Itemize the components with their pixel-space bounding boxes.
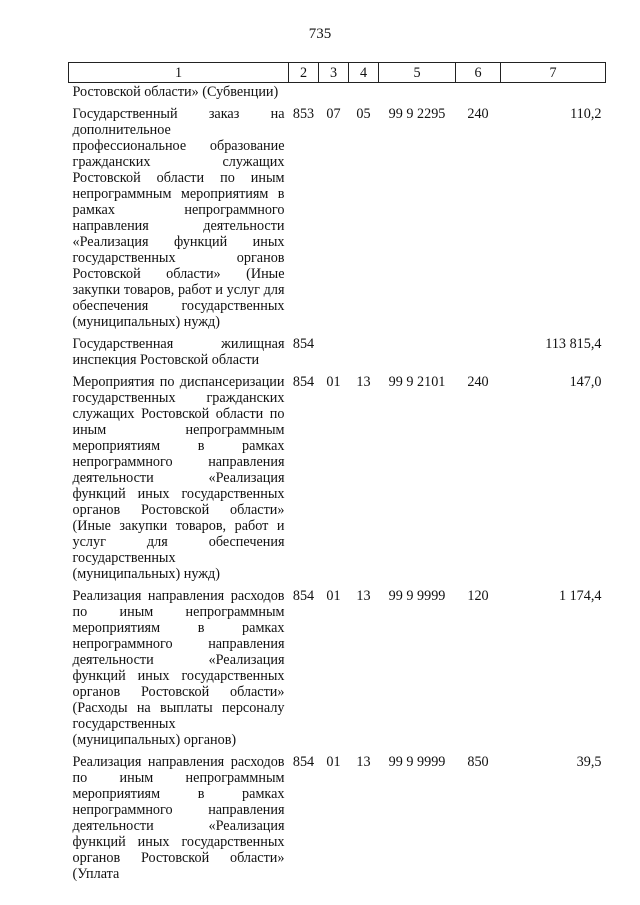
table-row — [69, 754, 606, 888]
row-description: Государственная жилищная инспекция Ростовской области — [72, 336, 285, 368]
column-header: 7 — [501, 63, 606, 83]
row-code-5: 99 9 2295 — [388, 106, 446, 122]
row-code-5: 99 9 9999 — [388, 754, 446, 770]
row-description: Мероприятия по диспансеризации государственных гражданских служащих Ростовской области по иным непрограммным мероприятиям в рамках непрограммного направления деятельности «Реализация функций иных государственных органов Ростовской области» (Иные закупки товаров, работ и услуг для обеспечения государственных (муниципальных) нужд) — [72, 374, 285, 582]
row-code-5 — [379, 336, 456, 374]
row-amount: 39,5 — [576, 754, 602, 770]
row-code-6: 240 — [467, 374, 489, 390]
column-header: 3 — [319, 63, 349, 83]
table-header-row — [69, 63, 606, 83]
column-header: 4 — [349, 63, 379, 83]
row-code-4 — [349, 83, 379, 107]
budget-table — [68, 62, 606, 888]
row-description: Государственный заказ на дополнительное профессиональное образование гражданских служащих Ростовской области по иным непрограммным мероприятиям в рамках непрограммного направления деятельности «Реализация функций иных государственных органов Ростовской области» (Иные закупки товаров, работ и услуг для обеспечения государственных (муниципальных) нужд) — [72, 106, 285, 330]
row-code-3: 01 — [326, 588, 341, 604]
row-code-4: 13 — [356, 588, 371, 604]
column-header: 6 — [456, 63, 501, 83]
page-number: 735 — [308, 26, 332, 42]
row-code-6: 850 — [467, 754, 489, 770]
row-code-6 — [456, 336, 501, 374]
table-row — [69, 336, 606, 374]
column-header: 1 — [69, 63, 289, 83]
row-code-3: 01 — [326, 374, 341, 390]
row-code-3 — [319, 83, 349, 107]
row-description: Реализация направления расходов по иным непрограммным мероприятиям в рамках непрограммного направления деятельности «Реализация функций иных государственных органов Ростовской области» (Уплата — [72, 754, 285, 882]
row-amount: 113 815,4 — [545, 336, 602, 352]
row-code-5: 99 9 2101 — [388, 374, 446, 390]
row-amount — [501, 83, 606, 107]
row-code-2 — [289, 83, 319, 107]
row-description: Ростовской области» (Субвенции) — [72, 84, 279, 100]
column-header: 5 — [379, 63, 456, 83]
row-code-2: 854 — [292, 374, 315, 390]
row-code-6 — [456, 83, 501, 107]
row-amount: 110,2 — [570, 106, 602, 122]
row-code-3: 01 — [326, 754, 341, 770]
row-code-3: 07 — [326, 106, 341, 122]
row-code-2: 854 — [292, 754, 315, 770]
row-code-5: 99 9 9999 — [388, 588, 446, 604]
row-amount: 147,0 — [569, 374, 602, 390]
row-code-3 — [319, 336, 349, 374]
row-code-2: 853 — [292, 106, 315, 122]
row-code-6: 240 — [467, 106, 489, 122]
row-code-6: 120 — [467, 588, 489, 604]
row-code-5 — [379, 83, 456, 107]
table-row — [69, 83, 606, 107]
row-code-2: 854 — [292, 336, 315, 352]
table-row — [69, 106, 606, 336]
table-row — [69, 588, 606, 754]
row-code-4: 13 — [356, 374, 371, 390]
row-code-4: 13 — [356, 754, 371, 770]
row-description: Реализация направления расходов по иным непрограммным мероприятиям в рамках непрограммного направления деятельности «Реализация функций иных государственных органов Ростовской области» (Расходы на выплаты персоналу государственных (муниципальных) органов) — [72, 588, 285, 748]
row-amount: 1 174,4 — [558, 588, 602, 604]
row-code-4: 05 — [356, 106, 371, 122]
column-header: 2 — [289, 63, 319, 83]
row-code-2: 854 — [292, 588, 315, 604]
table-row — [69, 374, 606, 588]
row-code-4 — [349, 336, 379, 374]
